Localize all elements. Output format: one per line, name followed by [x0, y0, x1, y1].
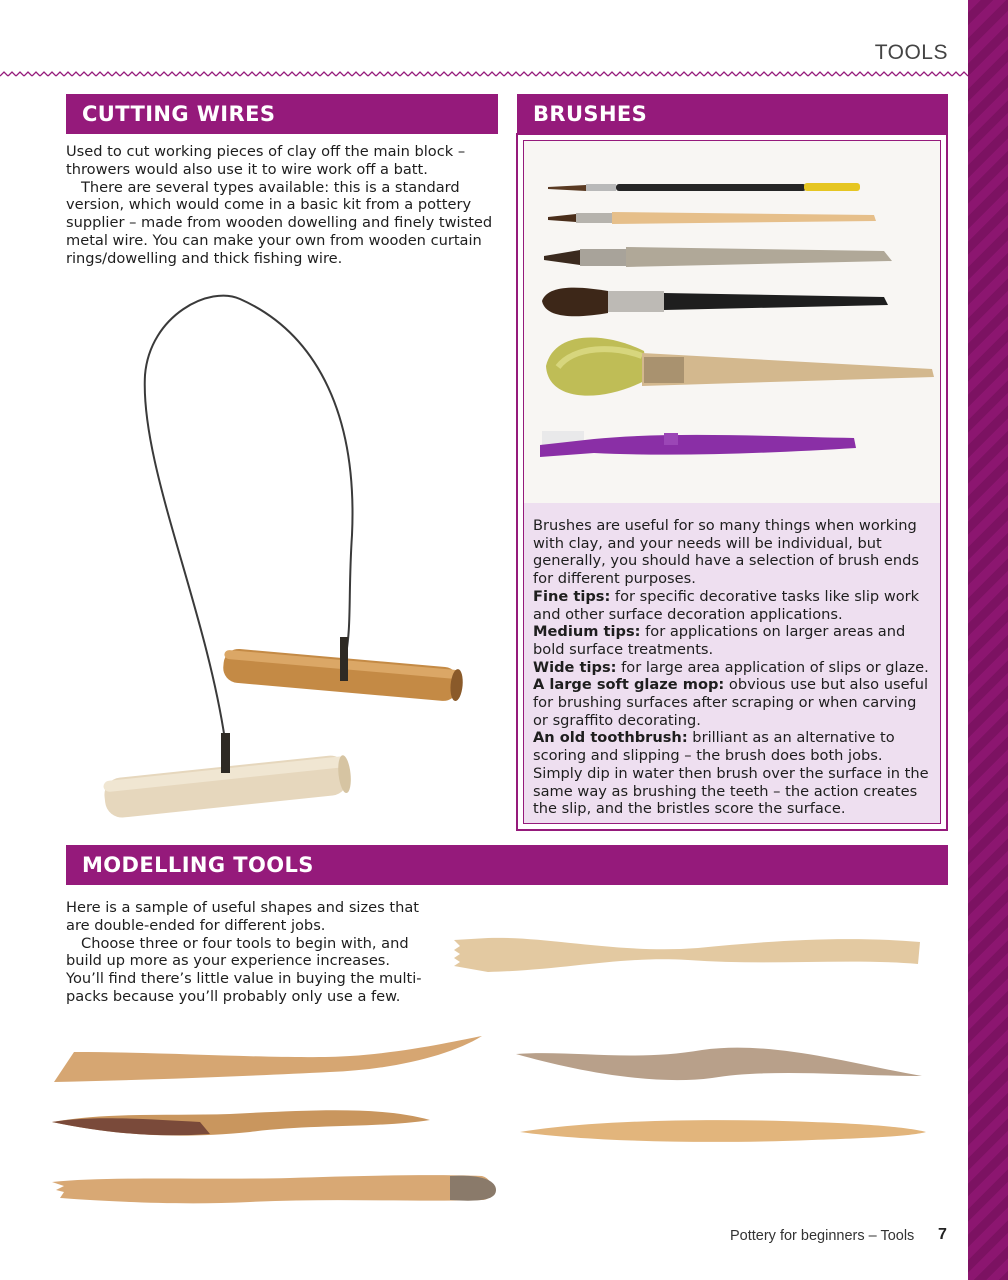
cutting-wires-heading [66, 94, 498, 134]
cutting-wires-text [66, 143, 498, 268]
modelling-tools-heading [66, 845, 948, 885]
brushes-panel-inner [523, 140, 941, 824]
brushes-panel [516, 133, 948, 831]
page-edge-stripe [968, 0, 1008, 1280]
brushes-text [524, 503, 940, 823]
modelling-tools-heading-text: MODELLING TOOLS [82, 853, 314, 877]
brushes-item-desc: for applications on larger areas and bold surface treatments. [533, 623, 906, 658]
cutting-wire-image [90, 285, 480, 825]
brushes-item-term: Fine tips: [533, 587, 611, 605]
brushes-item-desc: brilliant as an alternative to scoring and slipping – the brush does both jobs. Simply dip in water then brush over the surface in the same way as brushing the teeth – the action creates the slip, and the bristles score the surface. [533, 729, 929, 818]
brushes-item [533, 623, 932, 658]
brushes-item-term: A large soft glaze mop: [533, 676, 725, 694]
brushes-item [533, 729, 932, 818]
zigzag-divider [0, 70, 968, 78]
page-number: 7 [938, 1226, 947, 1243]
brushes-heading [517, 94, 948, 134]
brushes-illustration [524, 141, 942, 503]
footer-title: Pottery for beginners – Tools [730, 1228, 915, 1244]
brushes-heading-text: BRUSHES [533, 102, 648, 126]
brushes-item [533, 676, 932, 729]
brushes-intro: Brushes are useful for so many things when working with clay, and your needs will be individual, but generally, you should have a selection of brush ends for different purposes. [533, 517, 919, 588]
modelling-tools-paragraph: Here is a sample of useful shapes and sizes that are double-ended for different jobs. [66, 899, 419, 934]
cutting-wires-paragraph: There are several types available: this is a standard version, which would come in a basic kit from a pottery supplier – made from wooden dowelling and finely twisted metal wire. You can make your own from wooden curtain rings/dowelling and thick fishing wire. [66, 178, 493, 267]
brushes-image [524, 141, 940, 503]
brushes-item-desc: obvious use but also useful for brushing surfaces after scraping or when carving or sgraffito decorating. [533, 676, 928, 729]
modelling-tools-paragraph: Choose three or four tools to begin with, and build up more as your experience increases. You’ll find there’s little value in buying the multi-packs because you’ll probably only use a few. [66, 934, 422, 1005]
modelling-tool-image [448, 930, 928, 990]
modelling-tools-text [66, 899, 426, 1006]
brushes-item [533, 659, 932, 677]
brushes-item-term: An old toothbrush: [533, 729, 688, 747]
brushes-item-term: Medium tips: [533, 623, 641, 641]
brushes-item-term: Wide tips: [533, 658, 617, 676]
cutting-wires-paragraph: Used to cut working pieces of clay off the main block – throwers would also use it to wire work off a batt. [66, 143, 466, 178]
brushes-item [533, 588, 932, 623]
modelling-tools-right-image [512, 1040, 932, 1150]
section-label: TOOLS [874, 41, 948, 64]
modelling-tools-left-image [50, 1030, 500, 1220]
brushes-item-desc: for large area application of slips or glaze. [616, 658, 929, 676]
cutting-wires-heading-text: CUTTING WIRES [82, 102, 276, 126]
brushes-item-desc: for specific decorative tasks like slip work and other surface decoration applications. [533, 587, 920, 623]
